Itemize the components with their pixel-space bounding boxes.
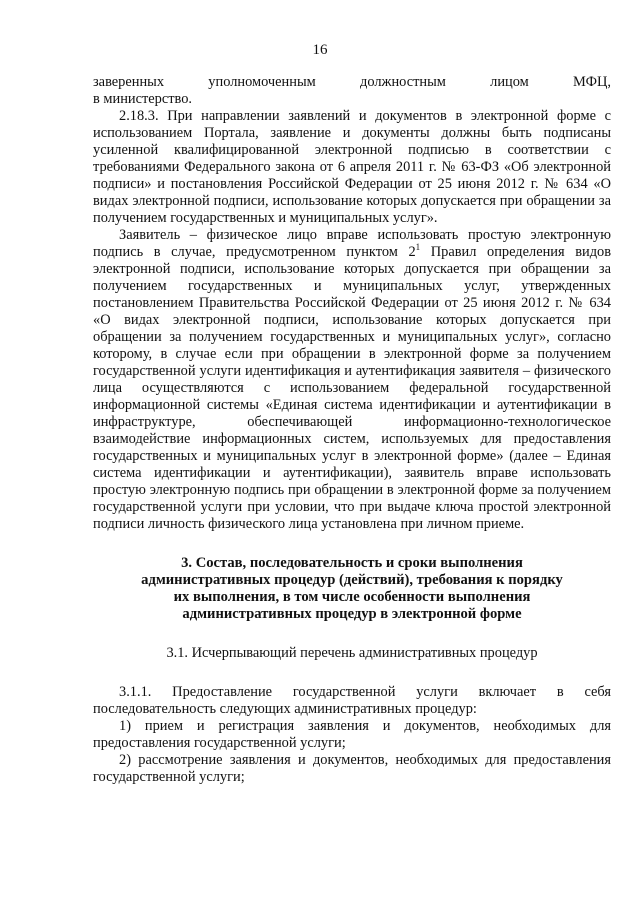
list-item-1: 1) прием и регистрация заявления и документов, необходимых для предоставления государственной услуги; (93, 718, 611, 751)
footnote-superscript: 1 (415, 242, 421, 253)
carryover-paragraph (93, 74, 611, 108)
paragraph-2-18-3: 2.18.3. При направлении заявлений и документов в электронной форме с использованием Портала, заявление и документы должны быть подписаны усиленной квалифицированной электронной подписью в соответствии с требованиями Федерального закона от 6 апреля 2011 г. № 63-ФЗ «Об электронной подписи» и постановления Российской Федерации от 25 июня 2012 г. № 634 «О видах электронной подписи, использование которых допускается при обращении за получением государственных и муниципальных услуг». (93, 108, 611, 226)
list-item-2: 2) рассмотрение заявления и документов, необходимых для предоставления государственной услуги; (93, 752, 611, 785)
section-3-heading-line-4: административных процедур в электронной форме (182, 606, 522, 622)
section-3-heading-line-3: их выполнения, в том числе особенности выполнения (173, 589, 531, 605)
page-number: 16 (312, 42, 328, 58)
subsection-3-1-heading: 3.1. Исчерпывающий перечень административных процедур (166, 645, 538, 661)
carryover-line-1: заверенных уполномоченным должностным лицом МФЦ, (93, 74, 611, 90)
section-3-heading-line-2: административных процедур (действий), требования к порядку (141, 572, 563, 588)
carryover-line-2: в министерство. (93, 91, 193, 107)
section-3-heading-line-1: 3. Состав, последовательность и сроки выполнения (181, 555, 523, 571)
applicant-text-start: Заявитель – физическое лицо вправе использовать простую электронную подпись в случае, предусмотренном пунктом 2 (93, 227, 611, 260)
applicant-text-rest: Правил определения видов электронной подписи, использование которых допускается при обращении за получением государственных и муниципальных услуг, утвержденных постановлением Правительства Российской Федерации от 25 июня 2012 г. № 634 «О видах электронной подписи, использование которых допускается при обращении за получением государственных и муниципальных услуг», согласно которому, в случае если при обращении в электронной форме за получением государственной услуги идентификация и аутентификация заявителя – физического лица осуществляются с использованием федеральной государственной информационной системы «Единая система идентификации и аутентификации в инфраструктуре, обеспечивающей информационно-технологическое взаимодействие информационных систем, используемых для предоставления государственных и муниципальных услуг в электронной форме» (далее – Единая система идентификации и аутентификации), заявитель вправе использовать простую электронную подпись при обращении в электронной форме за получением государственной услуги при условии, что при выдаче ключа простой электронной подписи личность физического лица установлена при личном приеме. (93, 244, 612, 532)
document-body (93, 74, 611, 786)
section-3-heading (93, 555, 611, 623)
paragraph-applicant-signature (93, 227, 611, 533)
paragraph-3-1-1: 3.1.1. Предоставление государственной услуги включает в себя последовательность следующих административных процедур: (93, 684, 611, 717)
